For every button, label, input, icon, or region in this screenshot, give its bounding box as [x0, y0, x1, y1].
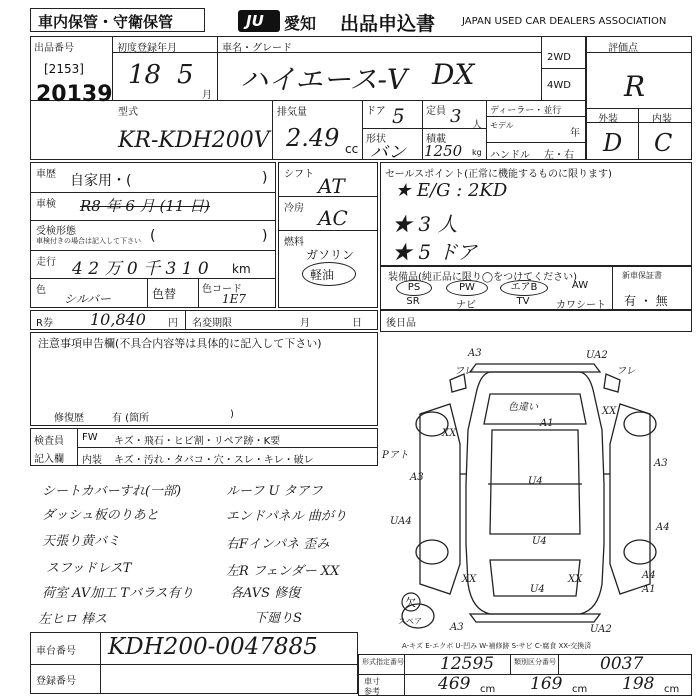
equipment-label: 装備品(純正品に限り◯をつけてください) [388, 272, 577, 283]
inspector-note-right-2: エンドパネル 曲がり [226, 509, 347, 524]
mark-a3-side: A3 [410, 472, 424, 483]
car-diagram [380, 334, 692, 652]
mark-a4-rear-right: A4 [642, 570, 656, 581]
displacement-unit: cc [345, 142, 359, 156]
reception-close: ) [262, 228, 268, 244]
mark-xx-rear-left: XX [462, 574, 477, 585]
model-year-unit: 年 [570, 128, 580, 139]
registration-number-label: 登録番号 [36, 676, 76, 687]
lot-label: 出品番号 [34, 43, 74, 54]
selling-point-1: ★ E/G : 2KD [395, 180, 508, 201]
mark-a1-rear: A1 [642, 584, 656, 595]
capacity-label: 定員 [426, 106, 446, 117]
recycle-label: R券 [36, 318, 53, 329]
warranty-options: 有 ・ 無 [624, 294, 668, 308]
equip-sr: SR [406, 296, 420, 307]
inspector-note-left-1: シートカバーすれ(一部) [42, 484, 182, 499]
repair-value: 有 (箇所 [112, 413, 150, 424]
mileage-value: 4 2 万 0 千 3 1 0 [72, 259, 209, 279]
model-name-label: 車名・グレード [222, 43, 292, 54]
capacity-unit: 人 [472, 120, 482, 131]
mark-a1-hood: A1 [540, 418, 554, 429]
inspector-note-right-4: 左R フェンダー XX [226, 564, 340, 579]
later-install-label: 後日品 [386, 318, 416, 329]
fw-items: キズ・飛石・ヒビ割・リペア跡・K要 [114, 436, 281, 447]
doors-label: ドア [366, 106, 386, 117]
category-number-label: 類別区分番号 [514, 658, 556, 666]
capacity-value: 3 [450, 106, 462, 127]
category-number-value: 0037 [600, 654, 644, 674]
equip-tv: TV [516, 296, 530, 307]
model-code-label: 型式 [118, 107, 138, 118]
checkers-label-1: 検査員 [34, 436, 64, 447]
color-code-label: 色コード [202, 284, 242, 295]
mark-color-diff: 色違い [508, 402, 538, 413]
exterior-grade: D [603, 129, 623, 157]
fuel-diesel: 軽油 [310, 268, 335, 282]
handle-options: 左・右 [544, 150, 574, 161]
load-label: 積載 [426, 134, 446, 145]
dimension-height: 198 [622, 674, 655, 694]
drive-4wd: 4WD [547, 80, 571, 91]
mark-xx-front-left: XX [442, 428, 457, 439]
inspector-note-right-3: 右Fインパネ 歪み [226, 537, 330, 552]
dimension-width: 169 [530, 674, 563, 694]
color-change-label: 色替 [152, 287, 177, 301]
warranty-label: 新車保証書 [622, 271, 662, 280]
drive-2wd: 2WD [547, 52, 571, 63]
doc-title: 出品申込書 [340, 13, 436, 35]
ju-logo [238, 10, 280, 32]
evaluation-overall: R [624, 70, 646, 103]
selling-points-label: セールスポイント(正常に機能するものに限ります) [385, 169, 612, 180]
mark-xx-front-right: XX [602, 406, 617, 417]
shift-label: シフト [284, 169, 314, 180]
dealer-label: ディーラー・並行 [490, 106, 562, 116]
mark-u4-mid: U4 [532, 536, 547, 547]
spare-missing-mark: 欠 [405, 596, 416, 609]
lot-number: 20139 [36, 82, 113, 107]
checker-interior-items: キズ・汚れ・タバコ・穴・スレ・キレ・破レ [114, 455, 314, 466]
mark-a4-right: A4 [656, 522, 670, 533]
reception-label: 受検形態 [36, 226, 76, 237]
fuel-label: 燃料 [284, 237, 304, 248]
equip-leather-seat: カワシート [556, 300, 606, 311]
org-name: 愛知 [284, 14, 317, 33]
doors-value: 5 [392, 104, 405, 128]
mark-ua4-left: UA4 [390, 516, 412, 527]
mark-p-ato: Pアト [382, 450, 409, 461]
storage-label: 車内保管・守衛保管 [38, 13, 174, 31]
later-install-box [380, 310, 692, 332]
mileage-label: 走行 [36, 257, 56, 268]
dimension-width-unit: cm [572, 684, 588, 695]
type-number-label: 形式指定番号 [362, 658, 404, 666]
size-label-2: 参考 [364, 687, 380, 696]
inspector-note-left-5: 荷室 AV加工 Tバラス有り [42, 586, 194, 601]
reception-open: ( [150, 228, 156, 244]
equip-ps: PS [396, 280, 432, 296]
inspector-note-right-6: 下廻りS [254, 611, 302, 626]
dimension-length-unit: cm [480, 684, 496, 695]
handle-label: ハンドル [490, 150, 530, 161]
reception-note: 車検付きの場合は記入して下さい [36, 237, 141, 245]
transfer-month: 月 [300, 318, 310, 329]
equip-pw: PW [446, 280, 488, 296]
load-value: 1250 [424, 142, 463, 160]
mark-a3-right: A3 [654, 458, 668, 469]
mark-u4-roof: U4 [528, 476, 543, 487]
checker-interior-label: 内装 [82, 455, 102, 466]
inspector-note-left-6: 左ヒロ 棒ス [38, 612, 108, 627]
inspector-note-left-3: 天張り黄バミ [42, 534, 121, 549]
model-name-value: ハイエース-V [240, 63, 408, 96]
displacement-value: 2.49 [286, 124, 340, 152]
lot-sub-number: [2153] [44, 62, 84, 76]
registration-month: 5 [177, 60, 194, 90]
load-unit: kg [472, 148, 482, 157]
repair-close: ) [230, 409, 234, 420]
inspector-note-left-4: スフッドレスT [46, 561, 132, 576]
association-name: JAPAN USED CAR DEALERS ASSOCIATION [462, 16, 667, 27]
mark-a3-bottom: A3 [450, 622, 464, 633]
evaluation-label: 評価点 [608, 43, 638, 54]
mark-ua2-top: UA2 [586, 350, 608, 361]
mark-a3-top: A3 [468, 348, 482, 359]
model-code-value: KR-KDH200V [118, 128, 270, 153]
mark-u4-rear: U4 [530, 584, 545, 595]
inspector-note-left-2: ダッシュ板のりあと [42, 508, 159, 523]
notes-label: 注意事項申告欄(不具合内容等は具体的に記入して下さい) [38, 337, 322, 350]
aircon-value: AC [318, 206, 348, 230]
selling-point-3: ★ 5 ドア [392, 240, 477, 264]
history-value: 自家用・( [70, 173, 132, 189]
recycle-unit: 円 [168, 318, 178, 329]
aircon-label: 冷房 [284, 203, 304, 214]
equip-navi: ナビ [456, 300, 476, 311]
selling-point-2: ★ 3 人 [392, 212, 458, 236]
displacement-label: 排気量 [277, 107, 307, 118]
model-grade-value: DX [432, 58, 475, 91]
color-value: シルバー [64, 292, 111, 306]
equip-aw: AW [571, 280, 589, 291]
transfer-day: 日 [352, 318, 362, 329]
inspection-value: R8 年 6 月 (11 日) [80, 197, 211, 215]
interior-label: 内装 [652, 114, 672, 125]
inspector-note-right-1: ルーフ U タアフ [226, 484, 323, 499]
registration-label: 初度登録年月 [117, 43, 177, 54]
inspection-label: 車検 [36, 199, 56, 210]
shift-value: AT [318, 174, 345, 198]
dimension-height-unit: cm [664, 684, 680, 695]
history-label: 車歴 [36, 169, 56, 180]
fuel-gasoline: ガソリン [306, 248, 355, 262]
chassis-value: KDH200-0047885 [108, 634, 318, 660]
repair-label: 修復歴 [54, 413, 84, 424]
color-code: 1E7 [222, 292, 247, 306]
mileage-unit: km [232, 262, 251, 276]
color-label: 色 [36, 285, 46, 296]
mark-fure-left: フレ [454, 366, 474, 377]
exterior-label: 外装 [598, 114, 618, 125]
dimension-length: 469 [438, 674, 471, 694]
registration-month-unit: 月 [202, 90, 212, 101]
ju-logo-text: JU [246, 12, 264, 30]
model-year-label: モデル [490, 121, 514, 130]
damage-legend: A-キズ E-エクボ U-凹み W-補修跡 S-サビ C-腐食 XX-交換済 [402, 642, 592, 650]
shape-label: 形状 [366, 134, 386, 145]
shape-value: バン [370, 142, 406, 163]
mark-xx-rear-mid: XX [568, 574, 583, 585]
interior-grade: C [654, 129, 673, 157]
type-number-value: 12595 [440, 654, 495, 674]
mark-fure-right: フレ [616, 366, 636, 377]
equip-airbag: エアB [500, 280, 548, 296]
chassis-label: 車台番号 [36, 646, 76, 657]
history-close: ) [262, 170, 268, 186]
checkers-label-2: 記入欄 [34, 454, 64, 465]
recycle-value: 10,840 [90, 310, 146, 329]
size-label-1: 車寸 [364, 677, 380, 686]
mark-ua2-bottom: UA2 [590, 624, 612, 635]
mark-spare: スペア [398, 617, 422, 626]
registration-year: 18 [128, 60, 162, 90]
transfer-label: 名変期限 [192, 318, 232, 329]
inspector-note-right-5: 各AVS 修復 [230, 586, 301, 601]
fw-label: FW [82, 432, 98, 443]
